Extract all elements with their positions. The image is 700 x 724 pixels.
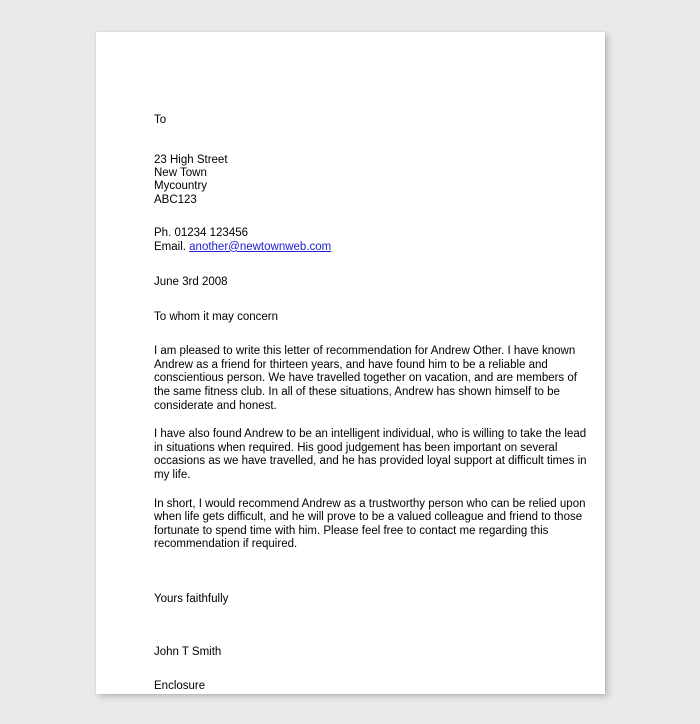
letter-date: June 3rd 2008: [154, 276, 228, 289]
recipient-address-block: [154, 154, 588, 208]
salutation: To whom it may concern: [154, 310, 278, 323]
email-line: [154, 241, 588, 254]
body-paragraph-1: I am pleased to write this letter of recommendation for Andrew Other. I have known Andrew as a friend for thirteen years, and have found him to be a reliable and conscientious person. We have travelled together on vacation, and are members of the same fitness club. In all of these situations, Andrew has shown himself to be considerate and honest.: [154, 345, 577, 412]
closing-salutation: Yours faithfully: [154, 592, 229, 605]
phone-line: Ph. 01234 123456: [154, 227, 249, 240]
address-line-city: New Town: [154, 167, 207, 179]
letter-page: [96, 32, 605, 694]
to-heading: To: [154, 114, 167, 126]
letter-content: [154, 114, 588, 694]
body-paragraph-2: I have also found Andrew to be an intelligent individual, who is willing to take the lead in situations when required. His good judgement has been important on several occasions as we have travelled, and he has provided loyal support at difficult times in my life.: [154, 428, 587, 481]
address-line-postcode: ABC123: [154, 193, 197, 206]
signature-name: John T Smith: [154, 645, 222, 658]
enclosure-note: Enclosure: [154, 680, 206, 693]
address-line-street: 23 High Street: [154, 153, 228, 166]
email-link[interactable]: another@newtownweb.com: [189, 240, 332, 253]
body-paragraph-3: In short, I would recommend Andrew as a trustworthy person who can be relied upon when life gets difficult, and he will prove to be a valued colleague and friend to those fortunate to spend time with him. Please feel free to contact me regarding this recommendation if required.: [154, 497, 586, 551]
address-line-country: Mycountry: [154, 180, 208, 193]
email-label: Email.: [154, 240, 186, 253]
contact-block: [154, 227, 588, 254]
